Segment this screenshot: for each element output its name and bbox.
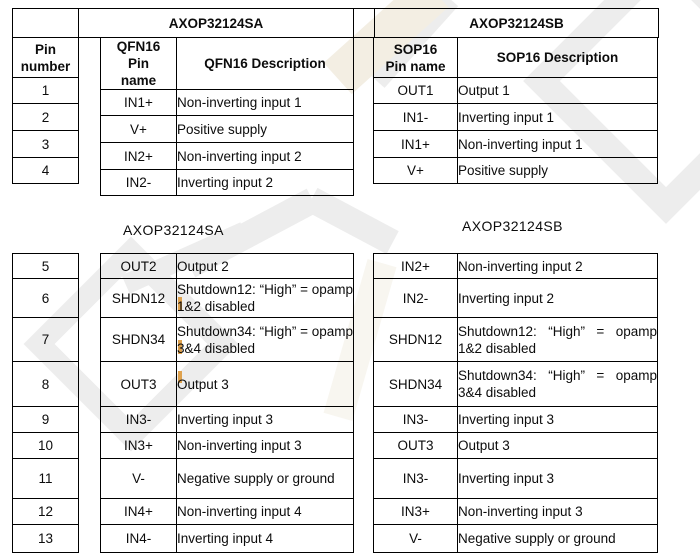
- part-b-mid-label: AXOP32124SB: [462, 218, 563, 234]
- qfn16-description-header: QFN16 Description: [177, 38, 354, 90]
- qfn-pin-name-cell: IN2-: [101, 170, 177, 196]
- table-row: [374, 78, 658, 104]
- qfn-pin-name-cell: IN3-: [101, 407, 177, 433]
- table-row: [374, 407, 658, 433]
- bottom-qfn16-table: [100, 253, 354, 553]
- qfn-description-cell: Shutdown34: “High” = opamp 3&4 disabled: [177, 318, 354, 362]
- table-row: [13, 78, 79, 104]
- pin-number-cell: 11: [13, 459, 79, 499]
- sop-description-cell: Inverting input 3: [458, 459, 658, 499]
- qfn-description-cell: Negative supply or ground: [177, 459, 354, 499]
- table-row: [13, 407, 79, 433]
- sop-description-cell: Positive supply: [458, 158, 658, 184]
- bottom-pin-number-column: [12, 253, 79, 553]
- sop-pin-name-cell: SHDN34: [374, 362, 458, 407]
- table-row: [101, 525, 354, 553]
- pin-number-cell: 8: [13, 362, 79, 407]
- sop-pin-name-cell: V+: [374, 158, 458, 184]
- pin-number-cell: 2: [13, 104, 79, 131]
- table-row: [13, 362, 79, 407]
- sop-pin-name-cell: OUT3: [374, 433, 458, 459]
- part-header-row: [12, 8, 659, 38]
- table-row: [101, 362, 354, 407]
- sop-description-cell: Output 1: [458, 78, 658, 104]
- pin-number-cell: 12: [13, 499, 79, 525]
- table-row: [13, 433, 79, 459]
- qfn-description-cell: Output 3: [177, 362, 354, 407]
- sop-pin-name-cell: IN1+: [374, 131, 458, 158]
- sop-description-cell: Non-inverting input 1: [458, 131, 658, 158]
- sop16-pin-name-header: SOP16 Pin name: [374, 38, 458, 78]
- sop-description-cell: Negative supply or ground: [458, 525, 658, 553]
- table-row: [13, 525, 79, 553]
- top-qfn16-table: [100, 37, 354, 196]
- sop-pin-name-cell: IN2-: [374, 279, 458, 318]
- pin-number-cell: 5: [13, 254, 79, 279]
- table-row: [101, 254, 354, 279]
- qfn-pin-name-cell: IN3+: [101, 433, 177, 459]
- qfn-description-cell: Inverting input 3: [177, 407, 354, 433]
- table-row: [101, 90, 354, 116]
- table-row: [374, 104, 658, 131]
- sop-pin-name-cell: IN3+: [374, 499, 458, 525]
- qfn-description-cell: Inverting input 4: [177, 525, 354, 553]
- qfn16-pin-name-header: QFN16 Pin name: [101, 38, 177, 90]
- sop-description-cell: Inverting input 2: [458, 279, 658, 318]
- pin-number-cell: 7: [13, 318, 79, 362]
- qfn-pin-name-cell: OUT2: [101, 254, 177, 279]
- sop-description-cell: Non-inverting input 3: [458, 499, 658, 525]
- sop-description-cell: Non-inverting input 2: [458, 254, 658, 279]
- qfn-description-cell: Positive supply: [177, 116, 354, 143]
- table-row: [101, 407, 354, 433]
- table-row: [101, 318, 354, 362]
- qfn-pin-name-cell: SHDN12: [101, 279, 177, 318]
- table-row: [374, 318, 658, 362]
- pin-number-cell: 10: [13, 433, 79, 459]
- table-row: [13, 131, 79, 158]
- sop-description-cell: Shutdown12: “High” = opamp 1&2 disabled: [458, 318, 658, 362]
- sop-pin-name-cell: IN3-: [374, 407, 458, 433]
- table-row: [13, 38, 79, 78]
- table-row: [13, 318, 79, 362]
- table-row: [101, 279, 354, 318]
- pin-number-cell: 6: [13, 279, 79, 318]
- part-a-mid-label: AXOP32124SA: [123, 222, 224, 238]
- qfn-pin-name-cell: SHDN34: [101, 318, 177, 362]
- qfn-description-cell: Non-inverting input 4: [177, 499, 354, 525]
- pin-number-cell: 3: [13, 131, 79, 158]
- sop-pin-name-cell: SHDN12: [374, 318, 458, 362]
- part-b-title: AXOP32124SB: [375, 9, 659, 38]
- table-row: [101, 116, 354, 143]
- sop-description-cell: Inverting input 3: [458, 407, 658, 433]
- bottom-sop16-table: [373, 253, 658, 553]
- table-row: [13, 158, 79, 184]
- qfn-pin-name-cell: V+: [101, 116, 177, 143]
- table-row: [13, 104, 79, 131]
- qfn-description-cell: Output 2: [177, 254, 354, 279]
- table-row: [13, 9, 659, 38]
- sop-pin-name-cell: V-: [374, 525, 458, 553]
- qfn-pin-name-cell: V-: [101, 459, 177, 499]
- qfn-description-cell: Inverting input 2: [177, 170, 354, 196]
- sop-pin-name-cell: IN2+: [374, 254, 458, 279]
- pin-number-cell: 1: [13, 78, 79, 104]
- table-row: [13, 254, 79, 279]
- sop-description-cell: Inverting input 1: [458, 104, 658, 131]
- table-row: [13, 499, 79, 525]
- table-row: [374, 525, 658, 553]
- pin-number-header: Pin number: [13, 38, 79, 78]
- qfn-pin-name-cell: IN2+: [101, 143, 177, 170]
- table-row: [101, 143, 354, 170]
- table-row: [374, 158, 658, 184]
- sop-pin-name-cell: OUT1: [374, 78, 458, 104]
- table-row: [13, 279, 79, 318]
- table-row: [374, 279, 658, 318]
- table-row: [374, 131, 658, 158]
- qfn-description-cell: Non-inverting input 2: [177, 143, 354, 170]
- qfn-pin-name-cell: IN4-: [101, 525, 177, 553]
- watermark-band: [305, 188, 398, 254]
- top-pin-number-column: [12, 37, 79, 184]
- gap-header-cell: [354, 9, 375, 38]
- qfn-pin-name-cell: IN1+: [101, 90, 177, 116]
- table-row: [101, 433, 354, 459]
- qfn-pin-name-cell: OUT3: [101, 362, 177, 407]
- pin-number-cell: 4: [13, 158, 79, 184]
- qfn-description-cell: Non-inverting input 3: [177, 433, 354, 459]
- table-row: [374, 362, 658, 407]
- empty-header-cell: [13, 9, 79, 38]
- table-row: [101, 459, 354, 499]
- sop-pin-name-cell: IN3-: [374, 459, 458, 499]
- table-row: [101, 170, 354, 196]
- qfn-pin-name-cell: IN4+: [101, 499, 177, 525]
- sop-description-cell: Output 3: [458, 433, 658, 459]
- sop-description-cell: Shutdown34: “High” = opamp 3&4 disabled: [458, 362, 658, 407]
- table-row: [101, 38, 354, 90]
- pin-number-cell: 9: [13, 407, 79, 433]
- pin-number-cell: 13: [13, 525, 79, 553]
- qfn-description-cell: Shutdown12: “High” = opamp 1&2 disabled: [177, 279, 354, 318]
- table-row: [374, 459, 658, 499]
- sop16-description-header: SOP16 Description: [458, 38, 658, 78]
- table-row: [101, 499, 354, 525]
- sop-pin-name-cell: IN1-: [374, 104, 458, 131]
- table-row: [374, 254, 658, 279]
- top-sop16-table: [373, 37, 658, 184]
- qfn-description-cell: Non-inverting input 1: [177, 90, 354, 116]
- table-row: [374, 499, 658, 525]
- part-a-title: AXOP32124SA: [79, 9, 354, 38]
- table-row: [374, 38, 658, 78]
- table-row: [13, 459, 79, 499]
- table-row: [374, 433, 658, 459]
